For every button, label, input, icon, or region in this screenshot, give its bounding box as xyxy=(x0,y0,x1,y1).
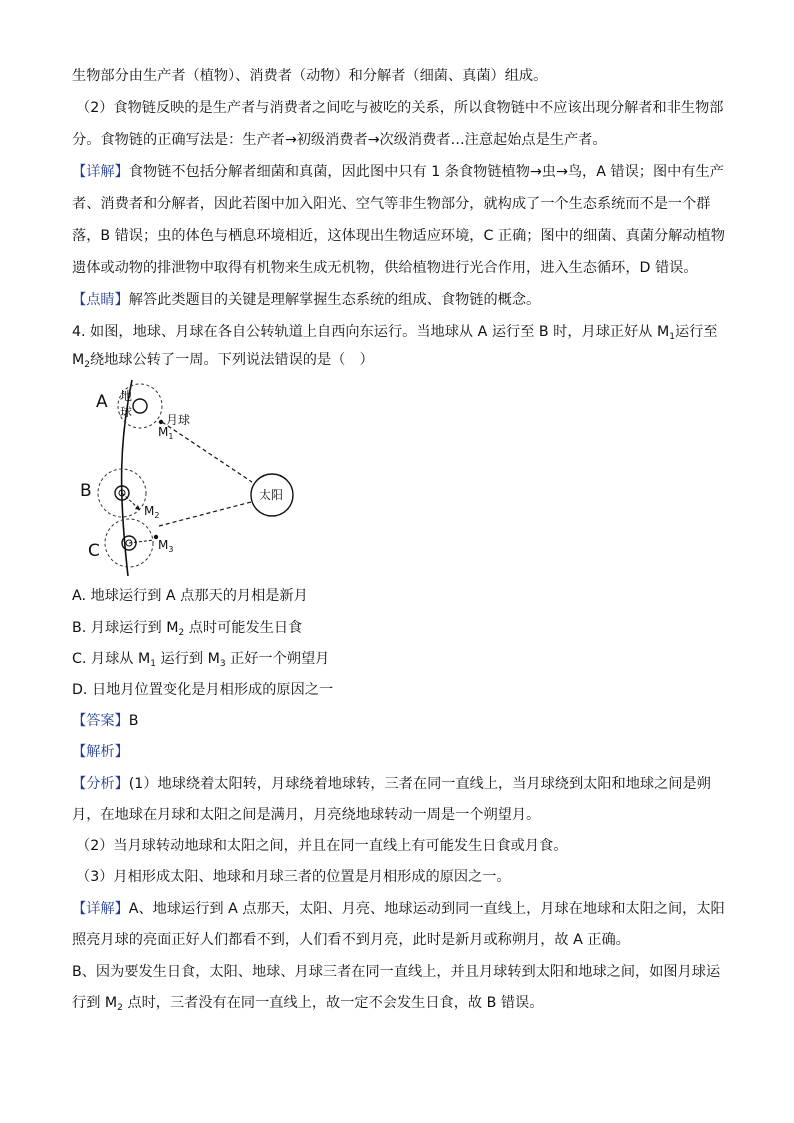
text-line: 生物部分由生产者（植物）、消费者（动物）和分解者（细菌、真菌）组成。 xyxy=(72,68,548,84)
text-line xyxy=(72,162,724,182)
earth-moon-line-c xyxy=(129,540,154,543)
text-line: 月，在地球在月球和太阳之间是满月，月亮绕地球转动一周是一个朔望月。 xyxy=(72,807,541,823)
text-span: M xyxy=(72,352,85,368)
section-tag: 【点睛】 xyxy=(72,292,129,308)
subscript: 2 xyxy=(117,1003,123,1013)
text-span: C. 月球从 M xyxy=(72,651,151,667)
text-span: (1）地球绕着太阳转，月球绕着地球转，三者在同一直线上，当月球绕到太阳和地球之间是朔 xyxy=(128,776,711,792)
subscript: 2 xyxy=(84,360,90,370)
answer-line xyxy=(72,711,139,731)
text-span: B. 月球运行到 M xyxy=(72,620,179,636)
m1-letter: M xyxy=(158,425,169,439)
sight-line-m1 xyxy=(162,422,252,482)
label-a: A xyxy=(96,392,108,412)
text-span: 运行到 M xyxy=(155,651,220,667)
section-tag: 【详解】 xyxy=(72,901,129,917)
earth-a xyxy=(133,399,147,413)
text-span: 正好一个朔望月 xyxy=(225,651,330,667)
subscript: 2 xyxy=(178,628,185,638)
question-line xyxy=(72,350,374,372)
text-span: 绕地球公转了一周。下列说法错误的是（ ） xyxy=(89,352,374,368)
section-tag: 【答案】 xyxy=(72,713,129,729)
section-tag: 【分析】 xyxy=(72,776,129,792)
option-b xyxy=(72,618,302,640)
text-line: （3）月相形成太阳、地球和月球三者的位置是月相形成的原因之一。 xyxy=(76,869,511,885)
m1-subscript: 1 xyxy=(168,432,174,441)
text-line: 分。食物链的正确写法是：生产者→初级消费者→次级消费者…注意起始点是生产者。 xyxy=(72,132,607,148)
text-line xyxy=(72,290,540,310)
text-span: A、地球运行到 A 点那天，太阳、月亮、地球运动到同一直线上，月球在地球和太阳之间，太阳 xyxy=(128,901,725,917)
answer-value: B xyxy=(128,713,139,729)
moon-label: 月球 xyxy=(166,413,191,427)
text-line: （2）食物链反映的是生产者与消费者之间吃与被吃的关系，所以食物链中不应该出现分解者和非生物部 xyxy=(76,100,724,116)
earth-moon-sun-diagram xyxy=(74,378,312,576)
moon-m1 xyxy=(159,420,163,424)
text-span: 点时可能发生日食 xyxy=(184,620,303,636)
text-line xyxy=(72,774,711,794)
earth-label-2: 球 xyxy=(120,405,133,419)
section-tag: 【解析】 xyxy=(72,744,129,760)
text-line: B、因为要发生日食，太阳、地球、月球三者在同一直线上，并且月球转到太阳和地球之间，如图月球运 xyxy=(72,964,721,980)
sight-line-m3 xyxy=(159,502,251,526)
text-span: 点时，三者没有在同一直线上，故一定不会发生日食，故 B 错误。 xyxy=(122,995,544,1011)
text-line: （2）当月球转动地球和太阳之间，并且在同一直线上有可能发生日食或月食。 xyxy=(76,838,568,854)
text-span: 食物链不包括分解者细菌和真菌，因此图中只有 1 条食物链植物→虫→鸟，A 错误；图中有生产 xyxy=(128,164,724,180)
m3-label xyxy=(158,538,173,554)
text-line: 遗体或动物的排泄物中取得有机物来生成无机物，供给植物进行光合作用，进入生态循环，D 错误。 xyxy=(72,260,698,276)
question-line xyxy=(72,322,718,344)
label-c: C xyxy=(88,541,100,561)
m2-label xyxy=(144,504,159,520)
text-line: 落，B 错误；虫的体色与栖息环境相近，这体现出生物适应环境，C 正确；图中的细菌、真菌分解动植物 xyxy=(72,228,725,244)
m2-letter: M xyxy=(144,504,155,518)
option-a: A. 地球运行到 A 点那天的月相是新月 xyxy=(72,588,308,604)
m3-subscript: 3 xyxy=(168,545,174,554)
text-line: 照亮月球的亮面正好人们都看不到，人们看不到月亮，此时是新月或称朔月，故 A 正确。 xyxy=(72,932,630,948)
subscript: 1 xyxy=(150,659,156,669)
label-b: B xyxy=(80,481,92,501)
m2-subscript: 2 xyxy=(154,511,160,520)
section-tag: 【详解】 xyxy=(72,164,129,180)
text-line xyxy=(72,993,543,1015)
text-span: 行到 M xyxy=(72,995,118,1011)
option-d: D. 日地月位置变化是月相形成的原因之一 xyxy=(72,682,334,698)
subscript: 3 xyxy=(219,659,226,669)
arrowhead xyxy=(135,505,140,510)
text-span: 运行至 xyxy=(674,324,718,340)
m3-letter: M xyxy=(158,538,169,552)
sun-label: 太阳 xyxy=(259,488,284,502)
analysis-heading xyxy=(72,742,129,762)
text-line: 者、消费者和分解者，因此若图中加入阳光、空气等非生物部分，就构成了一个生态系统而不是一个群 xyxy=(72,196,711,212)
text-span: 4. 如图，地球、月球在各自公转轨道上自西向东运行。当地球从 A 运行至 B 时，月球正好从 M xyxy=(72,324,670,340)
text-span: 解答此类题目的关键是理解掌握生态系统的组成、食物链的概念。 xyxy=(128,292,541,308)
text-line xyxy=(72,899,725,919)
subscript: 1 xyxy=(669,332,675,342)
option-c xyxy=(72,649,329,671)
earth-label-1: 地 xyxy=(120,389,133,403)
